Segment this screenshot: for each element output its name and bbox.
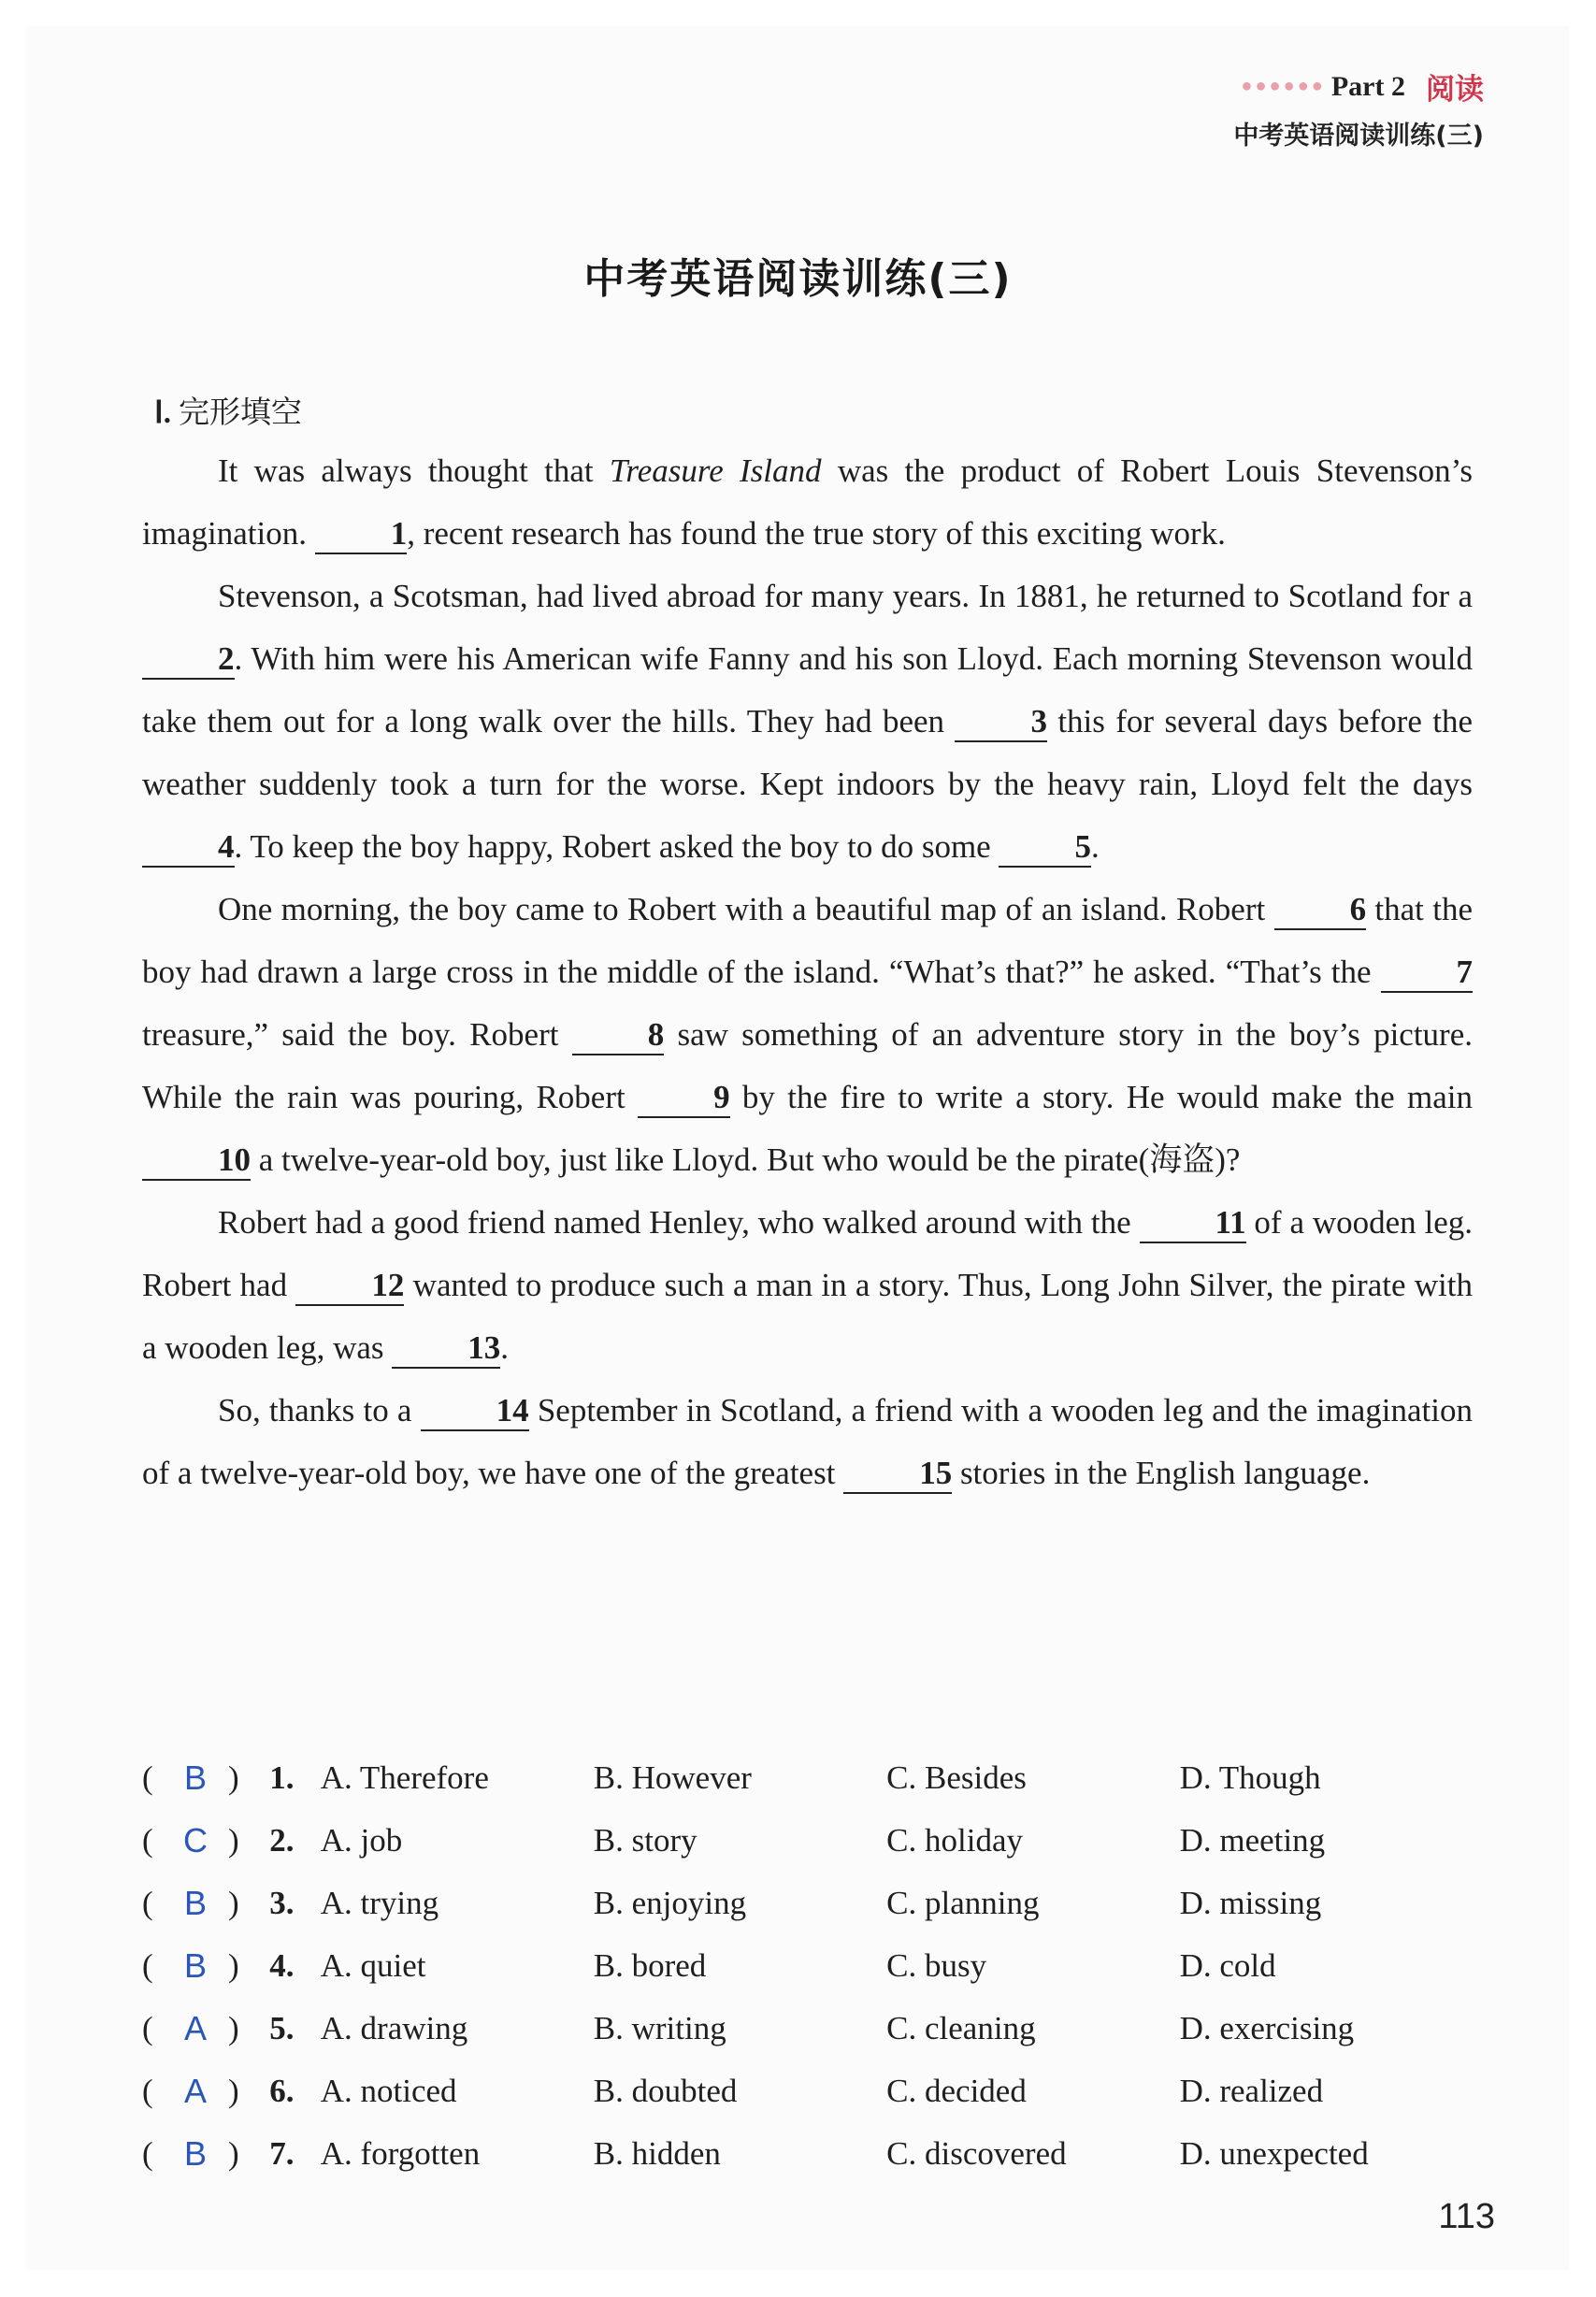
answer-slot: ( A ) — [142, 2008, 239, 2047]
blank-7: 7 — [1381, 954, 1474, 993]
answer: B — [183, 2133, 207, 2173]
question-number: 6. — [269, 2072, 295, 2109]
blank-8: 8 — [572, 1016, 665, 1055]
part-label: Part 2 — [1330, 70, 1405, 102]
text: by the fire to write a story. He would make the main — [729, 1079, 1473, 1115]
option-b: B. However — [593, 1759, 752, 1796]
blank-2: 2 — [142, 640, 235, 680]
option-b: B. writing — [593, 2009, 726, 2046]
option-b: B. doubted — [593, 2072, 738, 2109]
page-title: 中考英语阅读训练(三) — [583, 255, 1013, 303]
text: a twelve-year-old boy, just like Lloyd. But who would be the pirate(海盗)? — [251, 1141, 1241, 1178]
option-a: A. quiet — [320, 1946, 426, 1984]
header-part-line — [1233, 65, 1484, 108]
section-numeral: Ⅰ. — [154, 396, 171, 430]
text: September in Scotland, a friend with a wooden leg and the imagination of a twelve-year-old boy, we have one of the greatest — [142, 1392, 1474, 1491]
option-b: B. bored — [593, 1946, 707, 1984]
text: One morning, the boy came to Robert with a beautiful map of an island. Robert — [218, 891, 1274, 927]
blank-13: 13 — [392, 1329, 500, 1369]
question-row — [142, 1809, 1473, 1872]
question-row — [142, 2060, 1473, 2122]
option-d: D. Though — [1179, 1759, 1321, 1796]
text: wanted to produce such a man in a story. Thus, Long John Silver, the pirate with a wooden leg, was — [142, 1267, 1473, 1366]
answer: A — [183, 2008, 207, 2047]
option-c: C. decided — [886, 2072, 1027, 2109]
question-row — [142, 1872, 1473, 1934]
section-heading-label: 完形填空 — [178, 394, 302, 430]
question-number: 3. — [269, 1884, 295, 1921]
cloze-passage — [142, 439, 1473, 1504]
option-c: C. Besides — [886, 1759, 1027, 1796]
blank-4: 4 — [142, 828, 235, 868]
option-d: D. cold — [1179, 1946, 1276, 1984]
text: . With him were his American wife Fanny and his son Lloyd. Each morning Stevenson would take them out for a long walk over the hills. They had been — [142, 640, 1473, 739]
text: saw something of an adventure story in the boy’s picture. While the rain was pouring, Robert — [142, 1016, 1473, 1115]
blank-15: 15 — [843, 1455, 952, 1494]
option-b: B. hidden — [593, 2134, 721, 2172]
question-number: 2. — [269, 1821, 295, 1859]
text: treasure,” said the boy. Robert — [142, 1016, 572, 1053]
paragraph-3 — [142, 878, 1473, 1191]
running-header — [1233, 65, 1484, 151]
blank-6: 6 — [1274, 891, 1367, 930]
question-number: 4. — [269, 1946, 295, 1984]
answer-slot: ( A ) — [142, 2071, 239, 2110]
text: . To keep the boy happy, Robert asked the boy to do some — [234, 828, 999, 865]
answer: B — [183, 1883, 207, 1922]
text: , recent research has found the true story of this exciting work. — [407, 515, 1226, 552]
page-number: 113 — [1438, 2197, 1495, 2236]
option-d: D. realized — [1179, 2072, 1324, 2109]
option-c: C. busy — [886, 1946, 987, 1984]
option-d: D. exercising — [1179, 2009, 1355, 2046]
question-row — [142, 1997, 1473, 2060]
option-b: B. enjoying — [593, 1884, 747, 1921]
question-row — [142, 1746, 1473, 1809]
answer: A — [183, 2071, 207, 2110]
section-label: 阅读 — [1426, 73, 1484, 107]
blank-1: 1 — [315, 515, 408, 554]
option-a: A. noticed — [320, 2072, 457, 2109]
blank-14: 14 — [421, 1392, 529, 1431]
option-c: C. discovered — [886, 2134, 1067, 2172]
text: of a wooden leg. Robert had — [142, 1204, 1473, 1303]
option-a: A. Therefore — [320, 1759, 489, 1796]
option-d: D. meeting — [1179, 1821, 1326, 1859]
answer: C — [183, 1820, 208, 1859]
answer: B — [183, 1758, 207, 1797]
blank-10: 10 — [142, 1141, 251, 1181]
option-d: D. unexpected — [1179, 2134, 1369, 2172]
text: . — [500, 1329, 510, 1366]
blank-9: 9 — [638, 1079, 730, 1118]
text: Stevenson, a Scotsman, had lived abroad for many years. In 1881, he returned to Scotland for a — [218, 578, 1473, 614]
paragraph-5 — [142, 1379, 1473, 1504]
text: that the boy had drawn a large cross in the middle of the island. “What’s that?” he asked. “That’s the — [142, 891, 1474, 990]
option-d: D. missing — [1179, 1884, 1322, 1921]
answer-slot: ( B ) — [142, 2133, 239, 2173]
option-c: C. holiday — [886, 1821, 1023, 1859]
paragraph-1 — [142, 439, 1473, 565]
blank-3: 3 — [955, 703, 1047, 742]
header-subtitle: 中考英语阅读训练(三) — [1233, 122, 1484, 151]
text: this for several days before the weather suddenly took a turn for the worse. Kept indoors by the heavy rain, Lloyd felt the days — [142, 703, 1473, 802]
answer-slot: ( C ) — [142, 1820, 239, 1859]
question-number: 1. — [269, 1759, 295, 1796]
blank-11: 11 — [1140, 1204, 1246, 1243]
answer-slot: ( B ) — [142, 1883, 239, 1922]
blank-12: 12 — [295, 1267, 404, 1306]
option-a: A. forgotten — [320, 2134, 481, 2172]
blank-5: 5 — [999, 828, 1091, 868]
option-c: C. cleaning — [886, 2009, 1036, 2046]
option-b: B. story — [593, 1821, 697, 1859]
answer-slot: ( B ) — [142, 1758, 239, 1797]
question-number: 7. — [269, 2134, 295, 2172]
option-a: A. job — [320, 1821, 403, 1859]
answer: B — [183, 1945, 207, 1985]
text: . — [1090, 828, 1100, 865]
question-row — [142, 2122, 1473, 2185]
text: Robert had a good friend named Henley, who walked around with the — [218, 1204, 1140, 1241]
decorative-dots: ●●●●●● — [1241, 76, 1326, 96]
question-list — [142, 1746, 1473, 2185]
question-row — [142, 1934, 1473, 1997]
section-heading — [154, 388, 302, 432]
paragraph-2 — [142, 565, 1473, 878]
text: was the product of Robert Louis Stevenson’s imagination. — [142, 452, 1473, 552]
text: So, thanks to a — [218, 1392, 421, 1428]
answer-slot: ( B ) — [142, 1945, 239, 1985]
option-a: A. drawing — [320, 2009, 468, 2046]
text: It was always thought that — [218, 452, 610, 489]
text: stories in the English language. — [952, 1455, 1371, 1491]
paragraph-4 — [142, 1191, 1473, 1379]
book-title: Treasure Island — [609, 452, 822, 489]
question-number: 5. — [269, 2009, 295, 2046]
option-c: C. planning — [886, 1884, 1040, 1921]
option-a: A. trying — [320, 1884, 439, 1921]
